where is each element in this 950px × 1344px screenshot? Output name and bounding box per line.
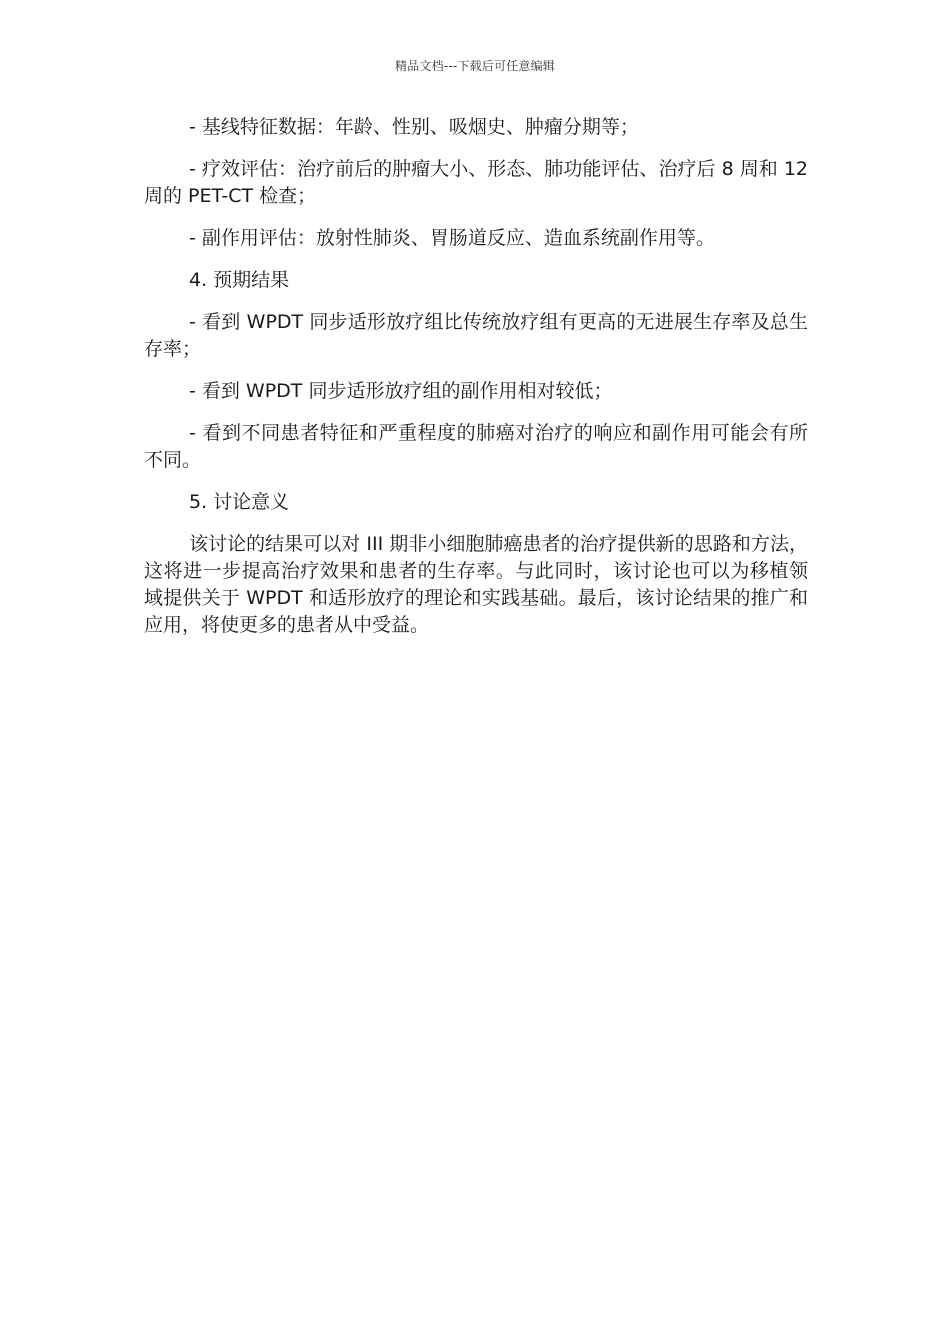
list-item-expected-variation: - 看到不同患者特征和严重程度的肺癌对治疗的响应和副作用可能会有所不同。: [144, 422, 808, 471]
list-item-expected-survival: - 看到 WPDT 同步适形放疗组比传统放疗组有更高的无进展生存率及总生存率；: [144, 311, 808, 360]
list-item-efficacy-evaluation: - 疗效评估：治疗前后的肿瘤大小、形态、肺功能评估、治疗后 8 周和 12 周的 PET-CT 检查；: [144, 158, 808, 207]
list-item-expected-side-effects: - 看到 WPDT 同步适形放疗组的副作用相对较低；: [189, 380, 613, 402]
section-heading-significance: 5. 讨论意义: [189, 491, 290, 513]
body-paragraph-significance: 该讨论的结果可以对 III 期非小细胞肺癌患者的治疗提供新的思路和方法，这将进一步提高治疗效果和患者的生存率。与此同时，该讨论也可以为移植领域提供关于 WPDT 和适形放疗的理论和实践基础。最后，该讨论结果的推广和应用，将使更多的患者从中受益。: [144, 533, 808, 636]
section-heading-expected-results: 4. 预期结果: [189, 269, 290, 291]
list-item-side-effect-evaluation: - 副作用评估：放射性肺炎、胃肠道反应、造血系统副作用等。: [189, 227, 715, 249]
document-body: [144, 114, 808, 654]
list-item-baseline-data: - 基线特征数据：年龄、性别、吸烟史、肿瘤分期等；: [189, 116, 639, 138]
page-header: 精品文档---下载后可任意编辑: [395, 59, 555, 73]
